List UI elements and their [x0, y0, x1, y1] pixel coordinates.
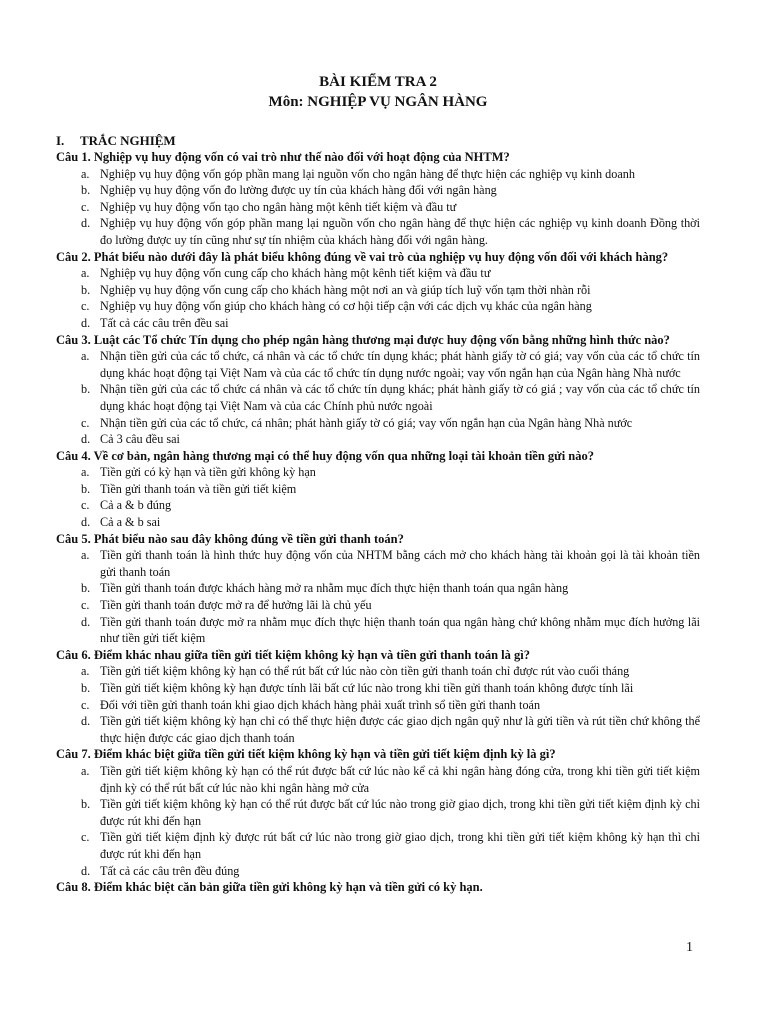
- option-letter: a.: [81, 664, 90, 679]
- option-letter: c.: [81, 697, 90, 712]
- answer-option: [56, 348, 700, 381]
- answer-option: [56, 415, 700, 432]
- option-letter: b.: [81, 382, 91, 397]
- answer-option: [56, 215, 700, 248]
- answer-option: [56, 166, 700, 183]
- option-text: Nghiệp vụ huy động vốn cung cấp cho khách hàng một nơi an và giúp tích luỹ vốn tạm thời nhàn rỗi: [100, 282, 591, 297]
- answer-option: [56, 497, 700, 514]
- option-letter: d.: [81, 863, 91, 878]
- option-text: Cả a & b đúng: [100, 498, 172, 513]
- option-text: Nghiệp vụ huy động vốn cung cấp cho khách hàng một kênh tiết kiệm và đầu tư: [100, 266, 491, 281]
- option-text: Nghiệp vụ huy động vốn góp phần mang lại nguồn vốn cho ngân hàng để thực hiện các nghiệp vụ kinh doanh Đồng thời đo lường được uy tín cũng như sự tín nhiệm của khách hàng đối với ngân hàng.: [100, 216, 700, 247]
- option-text: Tiền gửi tiết kiệm không kỳ hạn chỉ có thể thực hiện được các giao dịch ngân quỹ như là gửi tiền và rút tiền chứ không thể thực hiện được các giao dịch thanh toán: [100, 714, 700, 745]
- option-list: [56, 265, 700, 331]
- option-letter: a.: [81, 266, 90, 281]
- option-letter: b.: [81, 681, 91, 695]
- question-8: Câu 8. Điểm khác biệt căn bản giữa tiền gửi không kỳ hạn và tiền gửi có kỳ hạn.: [56, 880, 483, 895]
- option-letter: a.: [81, 349, 90, 364]
- option-text: Tất cả các câu trên đều đúng: [100, 863, 240, 878]
- option-text: Đối với tiền gửi thanh toán khi giao dịch khách hàng phải xuất trình sổ tiền gửi thanh toán: [100, 697, 541, 712]
- option-text: Tiền gửi thanh toán được khách hàng mở ra nhằm mục đích thực hiện thanh toán qua ngân hàng: [100, 581, 569, 596]
- option-letter: d.: [81, 315, 91, 330]
- option-list: [56, 763, 700, 879]
- option-text: Tiền gửi tiết kiệm không kỳ hạn có thể rút bất cứ lúc nào còn tiền gửi thanh toán chỉ được rút vào cuối tháng: [100, 664, 630, 679]
- question-3: Câu 3. Luật các Tổ chức Tín dụng cho phép ngân hàng thương mại được huy động vốn bằng những hình thức nào?: [56, 332, 670, 347]
- option-letter: c.: [81, 199, 90, 214]
- option-text: Tiền gửi tiết kiệm không kỳ hạn có thể rút được bất cứ lúc nào kể cả khi ngân hàng đóng cửa, trong khi tiền gửi tiết kiệm định kỳ có thể rút bất cứ lúc nào khi ngân hàng mở cửa: [100, 763, 700, 795]
- option-letter: c.: [81, 415, 90, 430]
- option-text: Nhận tiền gửi của các tổ chức, cá nhân và các tổ chức tín dụng khác; phát hành giấy tờ có giá; vay vốn của các tổ chức tín dụng khác hoạt động tại Việt Nam và của các tổ chức tín dụng nước ngoài; vay vốn ngắn hạn của Ngân hàng Nhà nước: [100, 349, 700, 380]
- answer-option: [56, 514, 700, 531]
- option-letter: b.: [81, 282, 91, 297]
- question-list: [56, 149, 700, 896]
- answer-option: [56, 863, 700, 880]
- section-number: I.: [56, 133, 65, 148]
- exam-page: [56, 72, 700, 896]
- question-5: Câu 5. Phát biểu nào sau đây không đúng về tiền gửi thanh toán?: [56, 531, 404, 546]
- option-list: [56, 464, 700, 530]
- option-letter: c.: [81, 299, 90, 314]
- answer-option: [56, 680, 700, 697]
- option-text: Tiền gửi thanh toán là hình thức huy động vốn của NHTM bằng cách mở cho khách hàng tài khoản gọi là tài khoản tiền gửi thanh toán: [100, 548, 700, 579]
- option-letter: d.: [81, 432, 91, 447]
- option-text: Nghiệp vụ huy động vốn đo lường được uy tín của khách hàng đối với ngân hàng: [100, 183, 497, 198]
- option-letter: a.: [81, 763, 90, 778]
- answer-option: [56, 282, 700, 299]
- option-text: Tiền gửi tiết kiệm định kỳ được rút bất cứ lúc nào trong giờ giao dịch, trong khi tiền gửi tiết kiệm không kỳ hạn thì chỉ được rút khi đến hạn: [100, 830, 700, 861]
- option-letter: c.: [81, 830, 90, 845]
- option-letter: a.: [81, 166, 90, 181]
- answer-option: [56, 713, 700, 746]
- section-title: TRẮC NGHIỆM: [80, 133, 176, 148]
- question-7: Câu 7. Điểm khác biệt giữa tiền gửi tiết kiệm không kỳ hạn và tiền gửi tiết kiệm định kỳ là gì?: [56, 747, 556, 762]
- page-number: 1: [686, 940, 693, 955]
- exam-subject: Môn: NGHIỆP VỤ NGÂN HÀNG: [268, 94, 488, 110]
- answer-option: [56, 464, 700, 481]
- answer-option: [56, 580, 700, 597]
- option-letter: b.: [81, 183, 91, 198]
- answer-option: [56, 663, 700, 680]
- option-letter: a.: [81, 548, 90, 563]
- answer-option: [56, 796, 700, 829]
- option-letter: a.: [81, 465, 90, 480]
- option-letter: b.: [81, 797, 91, 812]
- option-text: Tiền gửi thanh toán được mở ra để hưởng lãi là chủ yếu: [100, 598, 372, 613]
- question-4: Câu 4. Về cơ bản, ngân hàng thương mại có thể huy động vốn qua những loại tài khoản tiền gửi nào?: [56, 448, 594, 463]
- option-letter: d.: [81, 714, 91, 729]
- option-text: Cả 3 câu đều sai: [100, 432, 180, 447]
- option-text: Nhận tiền gửi của các tổ chức cá nhân và các tổ chức tín dụng khác; phát hành giấy tờ có giá ; vay vốn của các tổ chức tín dụng khác hoạt động tại Việt Nam và của các Chính phủ nước ngoài: [100, 382, 700, 413]
- answer-option: [56, 697, 700, 714]
- answer-option: [56, 431, 700, 448]
- option-text: Tất cả các câu trên đều sai: [100, 315, 229, 330]
- option-text: Tiền gửi thanh toán được mở ra nhằm mục đích thực hiện thanh toán qua ngân hàng chứ không nhằm mục đích hưởng lãi như tiền gửi tiết kiệm: [100, 614, 700, 646]
- option-letter: d.: [81, 216, 91, 231]
- section-heading: [56, 132, 700, 149]
- option-list: [56, 547, 700, 647]
- answer-option: [56, 614, 700, 647]
- answer-option: [56, 265, 700, 282]
- option-letter: d.: [81, 614, 91, 629]
- answer-option: [56, 547, 700, 580]
- option-list: [56, 348, 700, 448]
- question-2: Câu 2. Phát biểu nào dưới đây là phát biểu không đúng về vai trò của nghiệp vụ huy động vốn đối với khách hàng?: [56, 249, 669, 264]
- option-letter: b.: [81, 581, 91, 596]
- answer-option: [56, 199, 700, 216]
- option-text: Tiền gửi tiết kiệm không kỳ hạn có thể rút được bất cứ lúc nào trong giờ giao dịch, trong khi tiền gửi tiết kiệm định kỳ chỉ được rút khi đến hạn: [100, 797, 700, 828]
- answer-option: [56, 597, 700, 614]
- option-text: Nghiệp vụ huy động vốn góp phần mang lại nguồn vốn cho ngân hàng để thực hiện các nghiệp vụ kinh doanh: [100, 166, 635, 181]
- option-letter: d.: [81, 515, 91, 530]
- option-letter: c.: [81, 498, 90, 513]
- option-list: [56, 663, 700, 746]
- option-text: Tiền gửi tiết kiệm không kỳ hạn được tính lãi bất cứ lúc nào trong khi tiền gửi thanh toán không được tính lãi: [100, 681, 634, 695]
- option-text: Nghiệp vụ huy động vốn tạo cho ngân hàng một kênh tiết kiệm và đầu tư: [100, 199, 457, 214]
- option-list: [56, 166, 700, 249]
- option-text: Nhận tiền gửi của các tổ chức, cá nhân; phát hành giấy tờ có giá; vay vốn ngắn hạn của Ngân hàng Nhà nước: [100, 415, 633, 430]
- exam-title: BÀI KIỂM TRA 2: [319, 74, 437, 90]
- answer-option: [56, 298, 700, 315]
- answer-option: [56, 381, 700, 414]
- option-text: Tiền gửi thanh toán và tiền gửi tiết kiệm: [100, 481, 297, 496]
- question-6: Câu 6. Điểm khác nhau giữa tiền gửi tiết kiệm không kỳ hạn và tiền gửi thanh toán là gì?: [56, 647, 530, 662]
- answer-option: [56, 315, 700, 332]
- option-text: Nghiệp vụ huy động vốn giúp cho khách hàng có cơ hội tiếp cận với các dịch vụ khác của ngân hàng: [100, 299, 592, 314]
- option-letter: b.: [81, 481, 91, 496]
- answer-option: [56, 182, 700, 199]
- answer-option: [56, 829, 700, 862]
- option-letter: c.: [81, 598, 90, 613]
- answer-option: [56, 763, 700, 796]
- option-text: Cả a & b sai: [100, 515, 161, 530]
- option-text: Tiền gửi có kỳ hạn và tiền gửi không kỳ hạn: [100, 465, 316, 480]
- answer-option: [56, 481, 700, 498]
- question-1: Câu 1. Nghiệp vụ huy động vốn có vai trò như thế nào đối với hoạt động của NHTM?: [56, 150, 510, 164]
